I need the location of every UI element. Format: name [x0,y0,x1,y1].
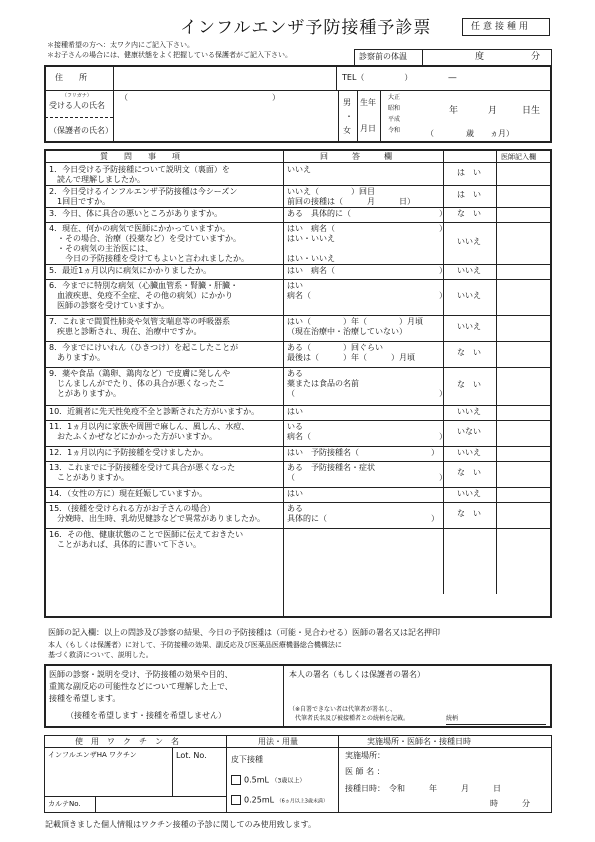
answer-option[interactable]: いない [457,427,481,436]
header-doctor: 医師記入欄 [501,153,536,161]
answer-text[interactable]: はい [287,407,303,416]
answer-option[interactable]: いいえ [457,291,481,300]
question-row [45,341,551,367]
question-text: 15．（接種を受けられる方がお子さんの場合） 分娩時、出生時、乳幼児健診などで異常がありましたか。 [49,504,265,523]
lot-label: Lot. No. [176,751,207,760]
question-row [45,264,551,279]
answer-option[interactable]: は い [457,168,481,177]
birth-label-2: 月日 [360,124,376,133]
page-title: インフルエンザ予防接種予診票 [180,18,432,38]
birth-label-1: 生年 [360,98,376,107]
answer-text[interactable]: はい [287,489,303,498]
dose-option-0-5[interactable]: 0.5mL （3歳以上） [231,775,305,785]
sex-female[interactable]: 女 [343,126,351,135]
note-line-1: ＊接種希望の方へ：太ワク内にご記入下さい。 [47,41,194,49]
address-field[interactable] [116,68,334,88]
time-field[interactable]: 時 分 [490,799,530,808]
furigana-label: （フリガナ） [62,93,92,99]
question-row [45,163,551,185]
temperature-field[interactable]: 診察前の体温 度 分 [354,49,552,66]
name-field[interactable] [116,104,336,140]
question-row [45,420,551,446]
answer-option[interactable]: いいえ [457,266,481,275]
checkbox-icon[interactable] [231,775,241,785]
guardian-label: （保護者の氏名） [49,126,113,135]
question-text: 13．これまでに予防接種を受けて具合が悪くなった ことがありますか。 [49,463,236,482]
category-badge: 任意接種用 [462,18,550,36]
answer-text[interactable]: はい 病名（ ） [287,281,447,300]
question-row [45,528,551,556]
question-text: 10．近親者に先天性免疫不全と診断された方がいますか。 [49,407,260,416]
answer-option[interactable]: は い [457,190,481,199]
doctor-note-line-3: 基づく救済について、説明した。 [48,651,153,659]
header-answer: 回 答 欄 [320,152,392,161]
answer-text[interactable]: いる 病名（ ） [287,422,447,441]
era-heisei[interactable]: 平成 [388,116,401,123]
answer-text[interactable]: はい 病名（ ） [287,266,447,275]
question-row [45,185,551,207]
question-text: 8．今までにけいれん（ひきつけ）を起こしたことが ありますか。 [49,343,239,362]
signature-label: 本人の署名（もしくは保護者の署名） [289,670,425,679]
chart-number-label: カルテNo. [48,800,81,808]
question-row [45,487,551,502]
era-reiwa[interactable]: 令和 [388,127,401,134]
question-row [45,405,551,420]
question-text: 11．1ヵ月以内に家族や周囲で麻しん、風しん、水痘、 おたふくかぜなどにかかった方がいますか。 [49,422,250,441]
answer-option[interactable]: いいえ [457,407,481,416]
answer-option[interactable]: いいえ [457,322,481,331]
answer-text[interactable]: ある（ ）回ぐらい 最後は（ ）年（ ）月頃 [287,343,415,362]
answer-option[interactable]: いいえ [457,489,481,498]
consent-choice[interactable]: （接種を希望します・接種を希望しません） [66,711,226,720]
era-showa[interactable]: 昭和 [388,105,401,112]
age-field[interactable]: （ 歳 ヵ月） [426,129,514,138]
answer-text[interactable]: はい 病名（ ） はい・いいえ はい・いいえ [287,224,447,263]
question-text: 16．その他、健康状態のことで医師に伝えておきたい ことがあれば、具体的に書いて下さい。 [49,530,244,549]
doctor-name-field[interactable]: 医 師 名 ： [345,767,385,776]
question-row [45,315,551,341]
question-text: 4．現在、何かの病気で医師にかかっていますか。 ・その場合、治療（投薬など）を受けていますか。 ・その病気の主治医には、 今日の予防接種を受けてもよいと言われましたか。 [49,224,249,263]
answer-option[interactable]: いいえ [457,237,481,246]
answer-option[interactable]: いいえ [457,448,481,457]
answer-text[interactable]: ある 予防接種名・症状 （ ） [287,463,447,482]
question-row [45,279,551,315]
question-text: 6．今までに特別な病気（心臓血管系・腎臓・肝臓・ 血液疾患、免疫不全症、その他の病気）にかかり 医師の診察を受けていますか。 [49,281,239,310]
sex-male[interactable]: 男 [343,98,351,107]
note-line-2: ＊お子さんの場合には、健康状態をよく把握している保護者がご記入下さい。 [47,51,292,59]
date-field[interactable]: 接種日時： 令和 年 月 日 [345,784,501,793]
vaccination-questionnaire-page: インフルエンザ予防接種予診票 任意接種用 ＊接種希望の方へ：太ワク内にご記入下さい。 ＊お子さんの場合には、健康状態をよく把握している保護者がご記入下さい。 診察前の体温 度 分 住 所 TEL（ ） ― （フリガナ） 受ける人の氏名 （ ） （保護者の氏名） 男 ・ 女 生年 月日 大正 昭和 平成 令和 年 月 日生 （ 歳 ヵ月） 質 問 事 項 回 答 欄 医師記入欄 1．今日受ける予防接種について説明文（裏面）を 読んで理解しましたか。 いいえ は い 2．今日受けるインフルエンザ予防接種は今シーズン 1回目ですか。 いいえ（ ）回目 前回の接種は（ 月 日） は い 3．今日、体に具合の悪いところがありますか。 ある 具体的に（ ） な い 4．現在、何かの病気で医師にかかっていますか。 ・その場合、治療（投薬など）を受けていますか。 ・その病気の主治医には、 今日の予防接種を受けてもよいと言われましたか。 はい 病名（ ） はい・いいえ はい・いいえ いいえ 5．最近1ヵ月以内に病気にかかりましたか。 はい 病名（ ） いいえ 6．今までに特別な病気（心臓血管系・腎臓・肝臓・ 血液疾患、免疫不全症、その他の病気）にかかり 医師の診察を受けていますか。 はい 病名（ ） いいえ 7．これまで間質性肺炎や気管支喘息等の呼吸器系 疾患と診断され、現在、治療中ですか。 はい（ ）年（ ）月頃 （現在治療中・治療していない） いいえ 8．今までにけいれん（ひきつけ）を起こしたことが ありますか。 ある（ ）回ぐらい 最後は（ ）年（ ）月頃 な い 9．薬や食品（鶏卵、鶏肉など）で皮膚に発しんや じんましんがでたり、体の具合が悪くなったこ とがありますか。 ある 薬または食品の名前 （ ） な い 10．近親者に先天性免疫不全と診断された方がいますか。 はい いいえ 11．1ヵ月以内に家族や周囲で麻しん、風しん、水痘、 おたふくかぜなどにかかった方がいますか。 いる 病名（ ） いない 12．1ヵ月以内に予防接種を受けましたか。 はい 予防接種名（ ） いいえ 13．これまでに予防接種を受けて具合が悪くなった ことがありますか。 ある 予防接種名・症状 （ ） な い 14．（女性の方に）現在妊娠していますか。 はい いいえ 15．（接種を受けられる方がお子さんの場合） 分娩時、出生時、乳幼児健診などで異常がありましたか。 ある 具体的に（ ） な い 16．その他、健康状態のことで医師に伝えておきたい ことがあれば、具体的に書いて下さい。 医師の記入欄：以上の問診及び診察の結果、今日の予防接種は（可能・見合わせる）医師の署名又は記名押印 本人（もしくは保護者）に対して、予防接種の効果、副反応及び医薬品医療機器総合機構法に 基づく救済について、説明した。 医師の診察・説明を受け、予防接種の効果や目的、 重篤な副反応の可能性などについて理解した上で、 接種を希望します。 （接種を希望します・接種を希望しません） 本人の署名（もしくは保護者の署名） （※自署できない者は代筆者が署名し、 代筆者氏名及び被接種者との続柄を記載。 続柄 使 用 ワ ク チ ン 名 用法・用量 実施場所・医師名・接種日時 インフルエンザHA ワクチン Lot. No. 皮下接種 0.5mL （3歳以上） 0.25mL （6ヵ月以上3歳未満） 実施場所： 医 師 名 ： 接種日時： 令和 年 月 日 時 分 カルテNo. 記載頂きました個人情報はワクチン接種の予診に関してのみ使用致します。 [0,0,595,842]
answer-text[interactable]: ある 具体的に（ ） [287,504,439,523]
question-row [45,502,551,528]
doctor-note-line-1: 医師の記入欄：以上の問診及び診察の結果、今日の予防接種は（可能・見合わせる）医師の署名又は記名押印 [48,628,440,637]
answer-text[interactable]: はい（ ）年（ ）月頃 （現在治療中・治療していない） [287,317,423,336]
answer-option[interactable]: な い [457,468,481,477]
answer-text[interactable]: ある 薬または食品の名前 （ ） [287,369,447,398]
header-question: 質 問 事 項 [100,152,180,161]
question-text: 14．（女性の方に）現在妊娠していますか。 [49,489,208,498]
furigana-field[interactable]: （ ） [120,93,280,102]
question-row [45,367,551,405]
answer-text[interactable]: はい 予防接種名（ ） [287,448,439,457]
question-text: 2．今日受けるインフルエンザ予防接種は今シーズン 1回目ですか。 [49,187,238,206]
question-text: 9．薬や食品（鶏卵、鶏肉など）で皮膚に発しんや じんましんがでたり、体の具合が悪くなったこ とがありますか。 [49,369,231,398]
tel-field[interactable]: TEL（ ） ― [342,73,457,82]
answer-option[interactable]: な い [457,509,481,518]
answer-option[interactable]: な い [457,348,481,357]
answer-option[interactable]: な い [457,209,481,218]
question-row [45,446,551,461]
question-row [45,461,551,487]
name-label: 受ける人の氏名 [49,101,105,110]
answer-option[interactable]: な い [457,380,481,389]
question-row [45,207,551,222]
question-text: 7．これまで間質性肺炎や気管支喘息等の呼吸器系 疾患と診断され、現在、治療中ですか。 [49,317,231,336]
question-text: 12．1ヵ月以内に予防接種を受けましたか。 [49,448,209,457]
dose-option-0-25[interactable]: 0.25mL （6ヵ月以上3歳未満） [231,795,328,805]
question-text: 1．今日受ける予防接種について説明文（裏面）を 読んで理解しましたか。 [49,165,230,184]
question-text: 3．今日、体に具合の悪いところがありますか。 [49,209,223,218]
answer-text[interactable]: いいえ（ ）回目 前回の接種は（ 月 日） [287,187,415,206]
answer-text[interactable]: いいえ [287,165,311,174]
address-label: 住 所 [55,73,87,82]
doctor-note-line-2: 本人（もしくは保護者）に対して、予防接種の効果、副反応及び医薬品医療機器総合機構法に [48,641,342,649]
question-row [45,222,551,264]
vaccine-name: インフルエンザHA ワクチン [48,751,137,759]
era-taisho[interactable]: 大正 [388,94,401,101]
signature-field[interactable] [288,682,548,704]
question-text: 5．最近1ヵ月以内に病気にかかりましたか。 [49,266,212,275]
answer-text[interactable]: ある 具体的に（ ） [287,209,447,218]
footer-note: 記載頂きました個人情報はワクチン接種の予診に関してのみ使用致します。 [45,820,316,829]
checkbox-icon[interactable] [231,795,241,805]
place-field[interactable]: 実施場所： [345,751,385,760]
